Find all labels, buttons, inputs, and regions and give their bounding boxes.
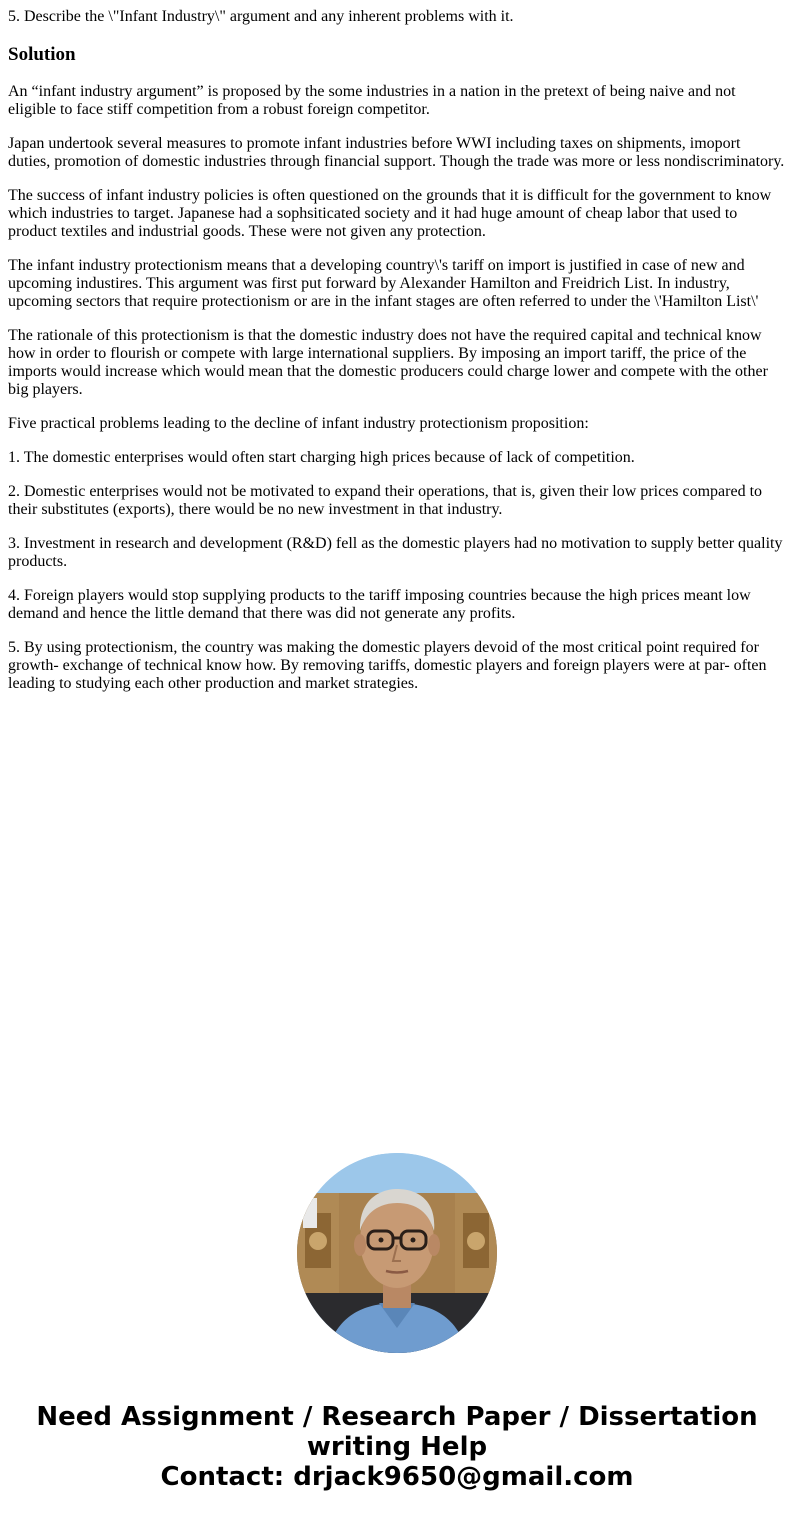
contact-email-line: Contact: drjack9650@gmail.com <box>160 1462 634 1492</box>
author-portrait-image <box>297 1153 497 1353</box>
author-avatar <box>297 1153 497 1353</box>
list-item-problem-4: 4. Foreign players would stop supplying products to the tariff imposing countries because the high prices meant low demand and hence the little demand that there was did not generate any profits. <box>8 587 751 622</box>
promo-line-2: writing Help <box>306 1432 488 1462</box>
paragraph-japan-measures: Japan undertook several measures to promote infant industries before WWI including taxes on shipments, imoport duties, promotion of domestic industries through financial support. Though the trade was more or less nondiscriminatory. <box>8 135 785 170</box>
paragraph-infant-industry-definition: An “infant industry argument” is proposed by the some industries in a nation in the pretext of being naive and not eligible to face stiff competition from a robust foreign competitor. <box>8 83 736 118</box>
paragraph-policy-success: The success of infant industry policies is often questioned on the grounds that it is difficult for the government to know which industries to target. Japanese had a sophsiticated society and it had huge amount of cheap labor that used to product textiles and industrial goods. These were not given any protection. <box>8 187 772 240</box>
list-item-problem-3: 3. Investment in research and development (R&D) fell as the domestic players had no motivation to supply better quality products. <box>8 535 783 570</box>
paragraph-protectionism-meaning: The infant industry protectionism means that a developing country\'s tariff on import is justified in case of new and upcoming industires. This argument was first put forward by Alexander Hamilton and Freidrich List. In industry, upcoming sectors that require protectionism or are in the infant stages are often referred to under the \'Hamilton List\' <box>8 257 759 310</box>
list-item-problem-1: 1. The domestic enterprises would often start charging high prices because of lack of competition. <box>8 449 635 466</box>
promo-line-1: Need Assignment / Research Paper / Dissertation <box>36 1402 758 1432</box>
paragraph-problems-intro: Five practical problems leading to the decline of infant industry protectionism proposition: <box>8 415 589 432</box>
solution-heading: Solution <box>8 44 76 65</box>
document-body <box>8 8 786 693</box>
question-text: 5. Describe the \"Infant Industry\" argument and any inherent problems with it. <box>8 8 514 25</box>
paragraph-rationale: The rationale of this protectionism is that the domestic industry does not have the required capital and technical know how in order to flourish or compete with large international suppliers. By imposing an import tariff, the price of the imports would increase which would mean that the domestic producers could charge lower and compete with the other big players. <box>8 327 768 398</box>
list-item-problem-5: 5. By using protectionism, the country was making the domestic players devoid of the most critical point required for growth- exchange of technical know how. By removing tariffs, domestic players and foreign players were at par- often leading to studying each other production and market strategies. <box>8 639 767 692</box>
list-item-problem-2: 2. Domestic enterprises would not be motivated to expand their operations, that is, given their low prices compared to their substitutes (exports), there would be no new investment in that industry. <box>8 483 763 518</box>
promo-footer <box>0 1402 794 1492</box>
